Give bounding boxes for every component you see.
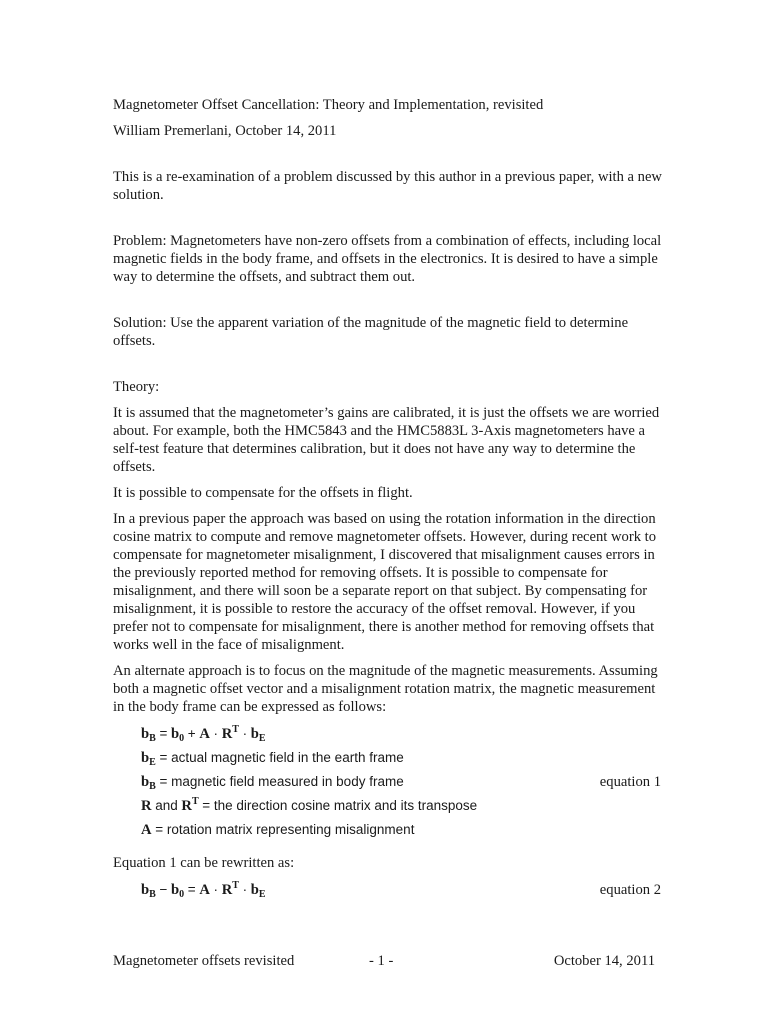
paragraph-previous-paper: In a previous paper the approach was based on using the rotation information in the direction cosine matrix to compute and remove magnetometer offsets. However, during recent work to compensate for magnetometer misalignment, I discovered that misalignment causes errors in the previously reported method for removing offsets. It is possible to compensate for misalignment, and there will soon be a separate report on that subject. By compensating for misalignment, it is possible to restore the accuracy of the offset removal. However, if you prefer not to compensate for misalignment, there is another method for removing offsets that works well in the face of misalignment. — [113, 511, 656, 653]
equation-1: $b_B = b_0 + A \cdot R^T \cdot b_E$ — [141, 724, 266, 744]
definition-bB: $b_B$ = magnetic field measured in body frame equation 1 — [141, 770, 663, 794]
author-line: William Premerlani, October 14, 2011 — [113, 123, 337, 139]
equation-block-1 — [141, 722, 663, 842]
rewrite-sentence: Equation 1 can be rewritten as: — [113, 855, 295, 871]
footer-title: Magnetometer offsets revisited — [113, 953, 295, 969]
paragraph-gains: It is assumed that the magnetometer’s gains are calibrated, it is just the offsets we are worried about. For example, both the HMC5843 and the HMC5883L 3-Axis magnetometers have a self-test feature that determines calibration, but it does not have any way to determine the offsets. — [113, 405, 660, 475]
definition-A: A = rotation matrix representing misalignment — [141, 822, 415, 838]
equation-2: $b_B - b_0 = A \cdot R^T \cdot b_E$ equation 2 — [141, 880, 661, 900]
solution-paragraph: Solution: Use the apparent variation of the magnitude of the magnetic field to determine offsets. — [113, 315, 629, 349]
equation-1-label: equation 1 — [599, 774, 661, 790]
equation-block-2 — [141, 878, 663, 902]
intro-paragraph: This is a re-examination of a problem discussed by this author in a previous paper, with a new solution. — [113, 169, 662, 203]
paragraph-alternate: An alternate approach is to focus on the magnitude of the magnetic measurements. Assuming both a magnetic offset vector and a misalignment rotation matrix, the magnetic measurement in the body frame can be expressed as follows: — [113, 663, 658, 715]
definition-bE: $b_E$ = actual magnetic field in the earth frame — [141, 750, 404, 768]
footer-page-number: - 1 - — [369, 953, 394, 969]
footer-date: October 14, 2011 — [553, 953, 655, 969]
equation-2-label: equation 2 — [599, 882, 661, 898]
problem-paragraph: Problem: Magnetometers have non-zero offsets from a combination of effects, including local magnetic fields in the body frame, and offsets in the electronics. It is desired to have a simple way to determine the offsets, and subtract them out. — [113, 233, 662, 285]
paragraph-compensate: It is possible to compensate for the offsets in flight. — [113, 485, 413, 501]
document-body — [113, 96, 663, 902]
theory-heading: Theory: — [113, 379, 160, 395]
document-title: Magnetometer Offset Cancellation: Theory and Implementation, revisited — [113, 97, 544, 113]
definition-R: R and $R^T$ = the direction cosine matrix and its transpose — [141, 796, 478, 814]
